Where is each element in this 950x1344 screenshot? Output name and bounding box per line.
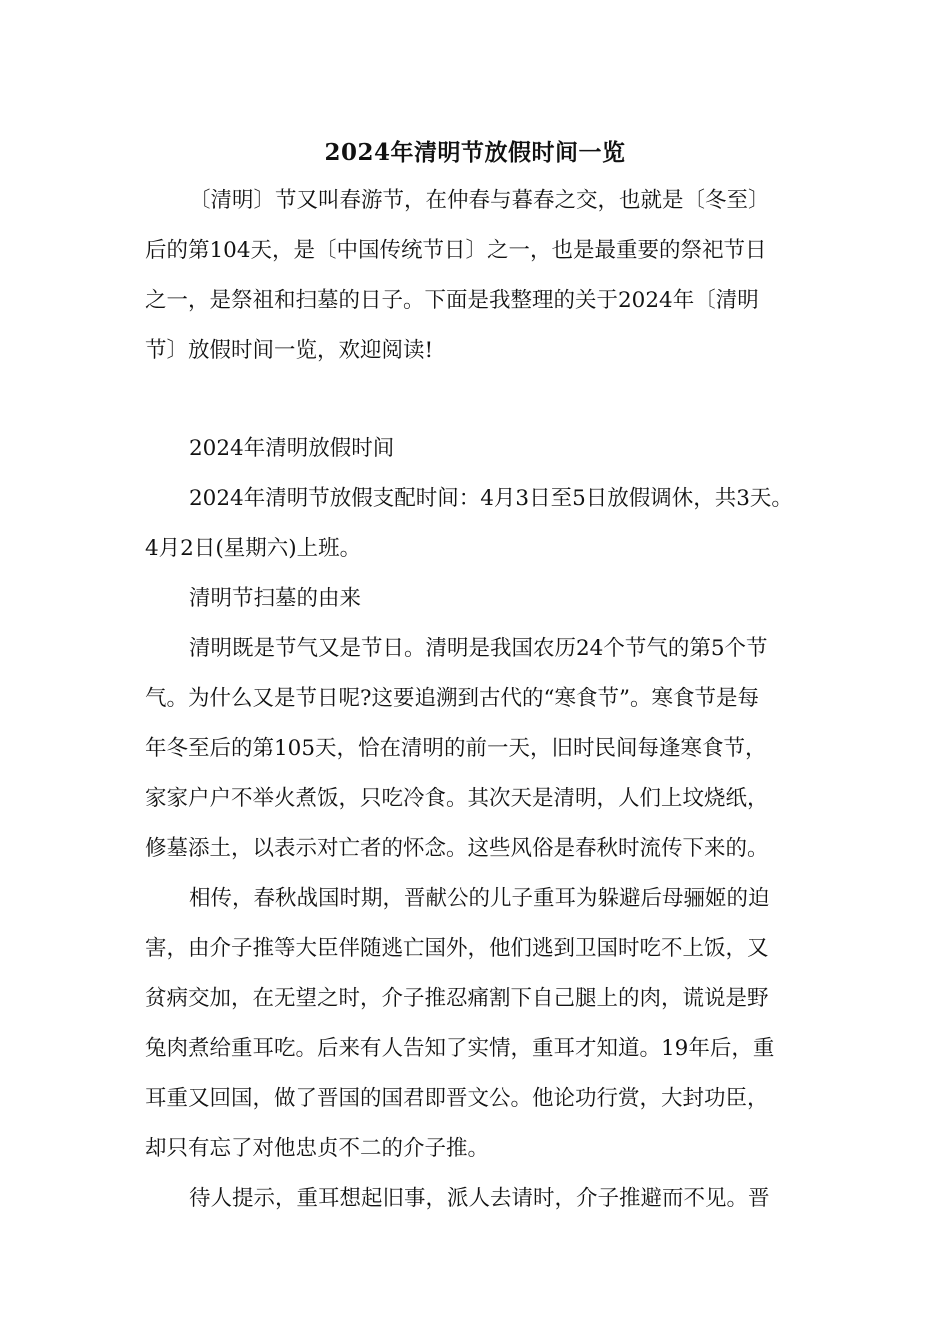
text-line: 兔肉煮给重耳吃。后来有人告知了实情，重耳才知道。19年后，重 [145, 1036, 775, 1061]
text-line: 贫病交加，在无望之时，介子推忍痛割下自己腿上的肉，谎说是野 [145, 986, 769, 1011]
section-heading: 清明节扫墓的由来 [189, 586, 362, 611]
text-line: 气。为什么又是节日呢?这要追溯到古代的“寒食节”。寒食节是每 [145, 686, 760, 711]
text-line: 却只有忘了对他忠贞不二的介子推。 [145, 1136, 490, 1161]
origin-paragraph-3 [145, 1174, 825, 1224]
text-line: 之一，是祭祖和扫墓的日子。下面是我整理的关于2024年〔清明 [145, 288, 759, 313]
text-line: 2024年清明节放假支配时间：4月3日至5日放假调休，共3天。 [189, 486, 793, 511]
text-line: 修墓添土，以表示对亡者的怀念。这些风俗是春秋时流传下来的。 [145, 836, 769, 861]
text-line: 年冬至后的第105天，恰在清明的前一天，旧时民间每逢寒食节， [145, 736, 767, 761]
text-line: 后的第104天，是〔中国传统节日〕之一，也是最重要的祭祀节日 [145, 238, 767, 263]
text-line: 待人提示，重耳想起旧事，派人去请时，介子推避而不见。晋 [189, 1186, 770, 1211]
section-heading-origin [145, 574, 825, 624]
text-line: 耳重又回国，做了晋国的国君即晋文公。他论功行赏，大封功臣， [145, 1086, 769, 1111]
text-line: 〔清明〕节又叫春游节，在仲春与暮春之交，也就是〔冬至〕 [189, 188, 770, 213]
text-line: 4月2日(星期六)上班。 [145, 536, 362, 561]
text-line: 家家户户不举火煮饭，只吃冷食。其次天是清明，人们上坟烧纸， [145, 786, 769, 811]
document-title: 2024年清明节放假时间一览 [324, 139, 626, 166]
origin-paragraph-2 [145, 874, 825, 1174]
section-heading: 2024年清明放假时间 [189, 436, 395, 461]
intro-paragraph [145, 176, 825, 376]
text-line: 相传，春秋战国时期，晋献公的儿子重耳为躲避后母骊姬的迫 [189, 886, 770, 911]
text-line: 害，由介子推等大臣伴随逃亡国外，他们逃到卫国时吃不上饭，又 [145, 936, 769, 961]
text-line: 节〕放假时间一览，欢迎阅读! [145, 338, 434, 363]
holiday-paragraph [145, 474, 825, 574]
section-heading-holiday [145, 424, 825, 474]
origin-paragraph-1 [145, 624, 825, 874]
text-line: 清明既是节气又是节日。清明是我国农历24个节气的第5个节 [189, 636, 768, 661]
